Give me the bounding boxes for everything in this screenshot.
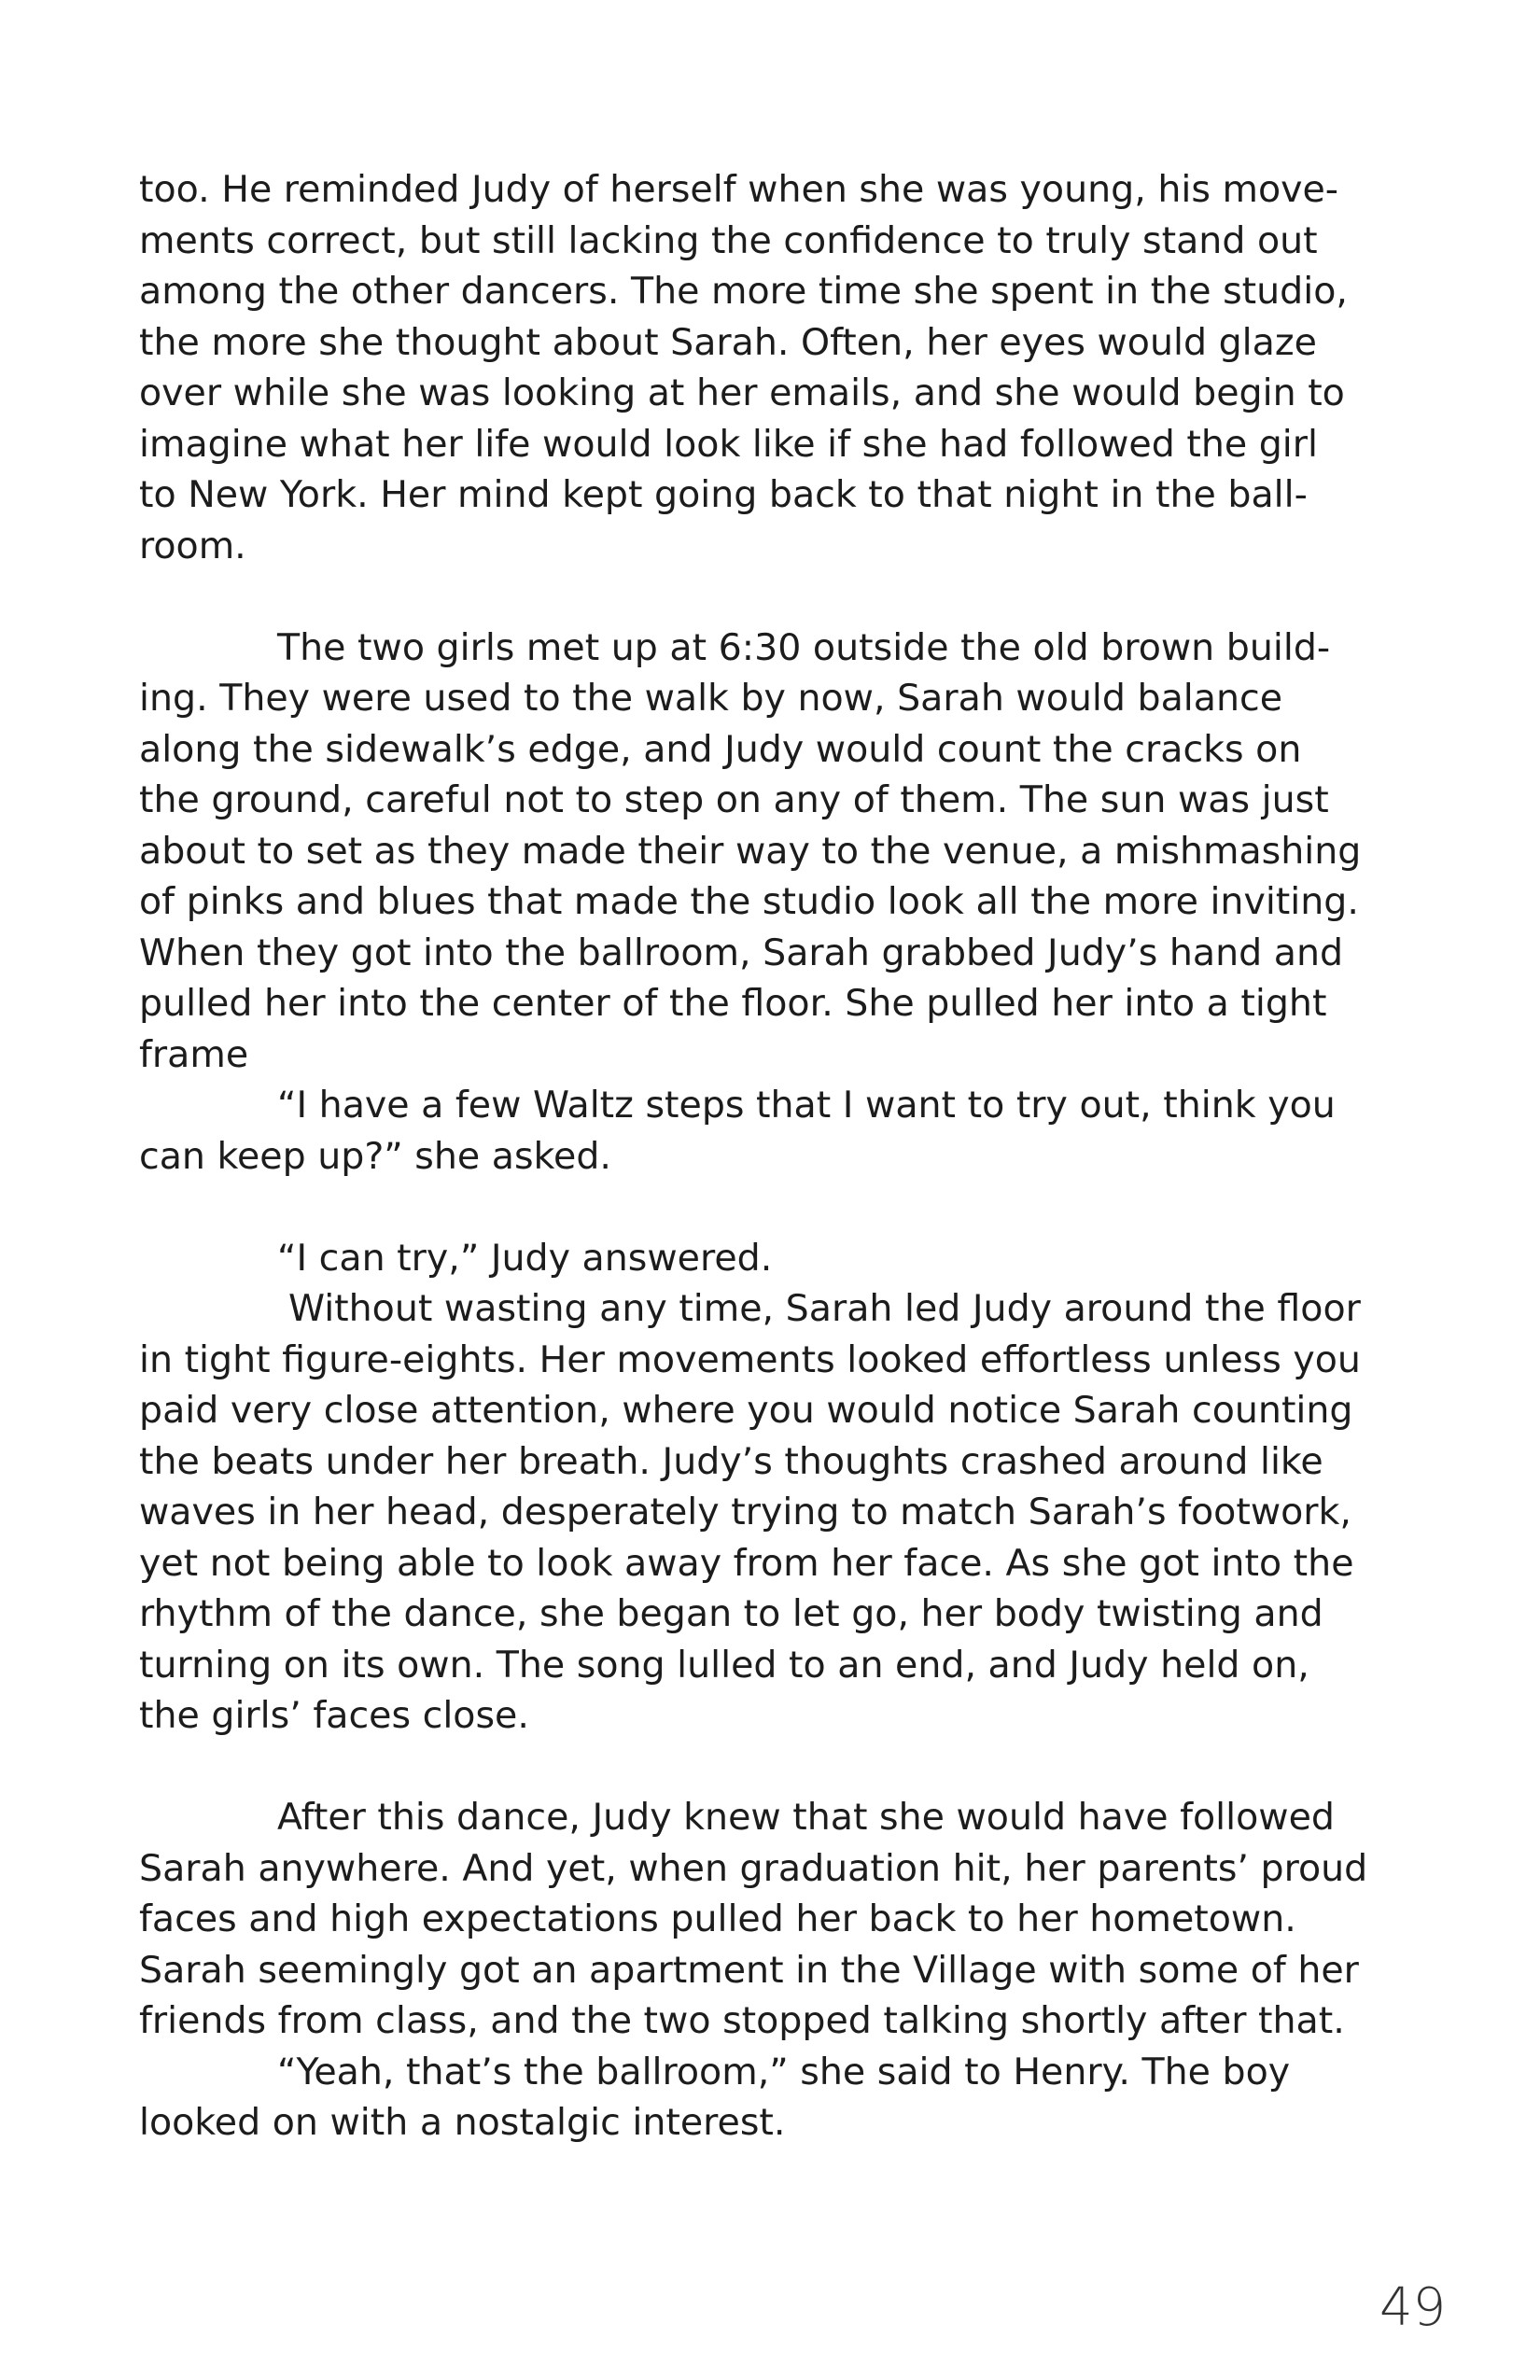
text-line: frame [139,1032,249,1076]
text-line: yet not being able to look away from her face. As she got into the [139,1541,1354,1585]
text-line: friends from class, and the two stopped talking shortly after that. [139,1999,1345,2042]
text-line: “I have a few Waltz steps that I want to try out, think you [277,1084,1336,1127]
text-line: waves in her head, desperately trying to match Sarah’s footwork, [139,1491,1351,1533]
text-line: “I can try,” Judy answered. [277,1236,773,1280]
text-line: the beats under her breath. Judy’s thoughts crashed around like [139,1439,1323,1483]
text-line: can keep up?” she asked. [139,1134,611,1178]
text-line: turning on its own. The song lulled to an end, and Judy held on, [139,1643,1309,1687]
text-line: pulled her into the center of the floor. She pulled her into a tight [139,982,1327,1025]
text-line: ing. They were used to the walk by now, Sarah would balance [139,677,1283,720]
text-line: Sarah seemingly got an apartment in the Village with some of her [139,1948,1359,1992]
paragraph-gap [139,1182,1418,1233]
text-line: “Yeah, that’s the ballroom,” she said to Henry. The boy [277,2050,1291,2093]
paragraph-gap [139,1742,1418,1793]
text-line: ments correct, but still lacking the confidence to truly stand out [139,218,1318,262]
text-line: along the sidewalk’s edge, and Judy would count the cracks on [139,727,1302,771]
text-line: The two girls met up at 6:30 outside the old brown build- [277,625,1331,669]
text-line: rhythm of the dance, she began to let go, her body twisting and [139,1592,1323,1635]
text-line: When they got into the ballroom, Sarah grabbed Judy’s hand and [139,931,1344,974]
body-text [139,164,1418,2149]
text-line: the girls’ faces close. [139,1694,529,1737]
text-line: too. He reminded Judy of herself when she was young, his move- [139,168,1339,211]
text-line: among the other dancers. The more time she spent in the studio, [139,270,1348,313]
text-line: in tight figure-eights. Her movements looked effortless unless you [139,1337,1361,1381]
text-line: paid very close attention, where you would notice Sarah counting [139,1389,1353,1432]
text-line: the more she thought about Sarah. Often, her eyes would glaze [139,320,1317,364]
text-line: looked on with a nostalgic interest. [139,2101,786,2144]
text-line: the ground, careful not to step on any of them. The sun was just [139,778,1329,821]
text-line: room. [139,524,246,567]
text-line: about to set as they made their way to the venue, a mishmashing [139,829,1362,873]
page-number: 49 [1379,2277,1447,2338]
text-line: to New York. Her mind kept going back to that night in the ball- [139,473,1308,516]
text-line: over while she was looking at her emails, and she would begin to [139,371,1345,414]
text-line: of pinks and blues that made the studio look all the more inviting. [139,880,1359,923]
text-line: imagine what her life would look like if she had followed the girl [139,422,1318,466]
paragraph-gap [139,571,1418,623]
text-line: Without wasting any time, Sarah led Judy around the floor [288,1287,1361,1330]
text-line: After this dance, Judy knew that she would have followed [277,1796,1335,1839]
text-line: faces and high expectations pulled her back to her hometown. [139,1897,1296,1940]
text-line: Sarah anywhere. And yet, when graduation hit, her parents’ proud [139,1846,1368,1890]
